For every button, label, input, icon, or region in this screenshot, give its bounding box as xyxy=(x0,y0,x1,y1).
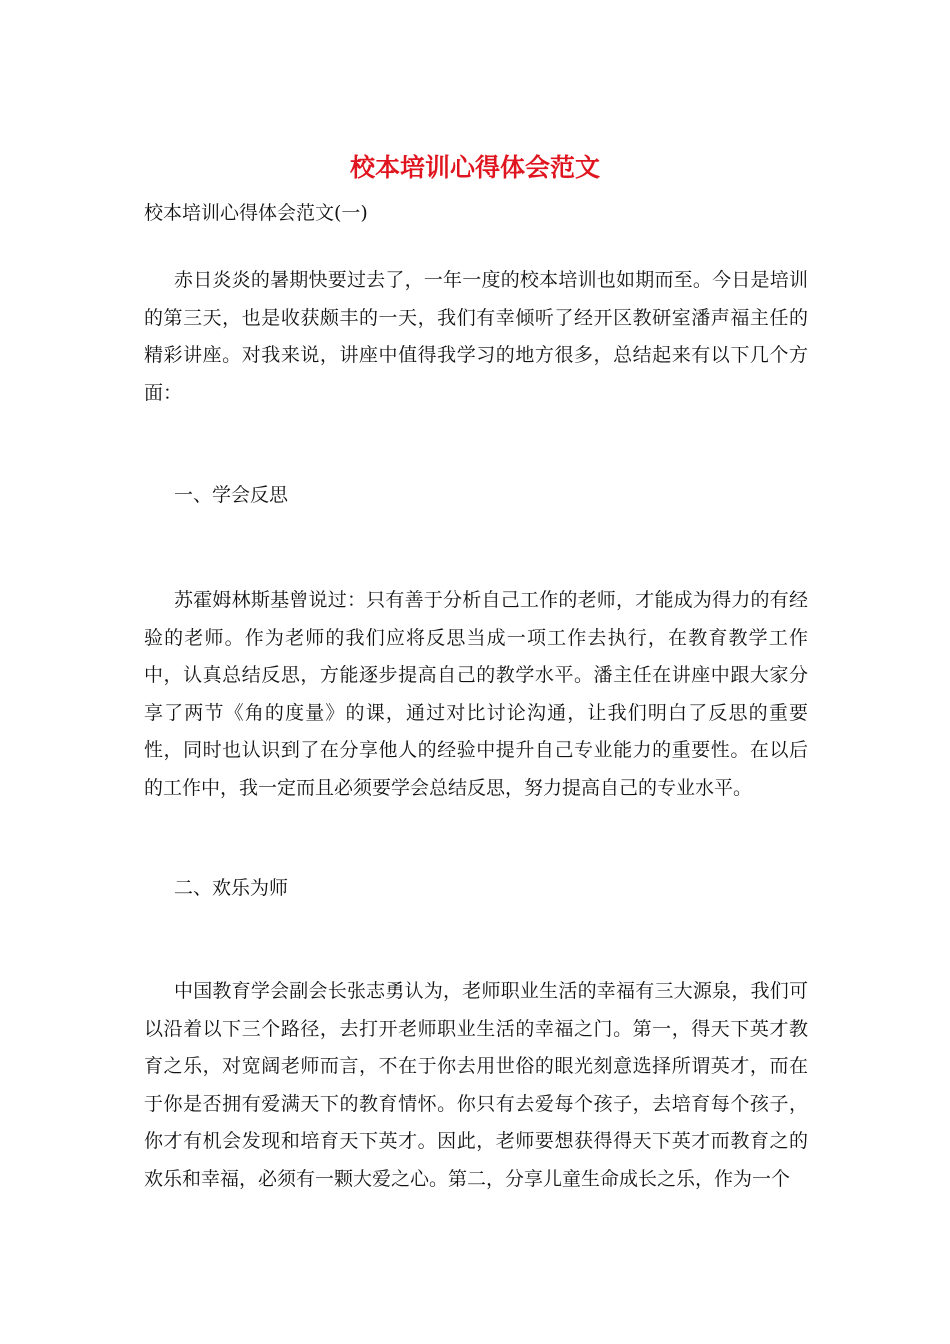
paragraph-intro: 赤日炎炎的暑期快要过去了，一年一度的校本培训也如期而至。今日是培训的第三天，也是收获颇丰的一天，我们有幸倾听了经开区教研室潘声福主任的精彩讲座。对我来说，讲座中值得我学习的地方很多，总结起来有以下几个方面： xyxy=(144,269,808,404)
document-title: 校本培训心得体会范文 xyxy=(349,153,600,182)
paragraph-reflection: 苏霍姆林斯基曾说过：只有善于分析自己工作的老师，才能成为得力的有经验的老师。作为老师的我们应将反思当成一项工作去执行，在教育教学工作中，认真总结反思，方能逐步提高自己的教学水平。潘主任在讲座中跟大家分享了两节《角的度量》的课，通过对比讨论沟通，让我们明白了反思的重要性，同时也认识到了在分享他人的经验中提升自己专业能力的重要性。在以后的工作中，我一定而且必须要学会总结反思，努力提高自己的专业水平。 xyxy=(144,589,808,799)
section-heading-reflection: 一、学会反思 xyxy=(174,484,289,506)
section-heading-joy: 二、欢乐为师 xyxy=(174,877,289,899)
paragraph-joy: 中国教育学会副会长张志勇认为，老师职业生活的幸福有三大源泉，我们可以沿着以下三个路径，去打开老师职业生活的幸福之门。第一，得天下英才教育之乐，对宽阔老师而言，不在于你去用世俗的眼光刻意选择所谓英才，而在于你是否拥有爱满天下的教育情怀。你只有去爱每个孩子，去培育每个孩子，你才有机会发现和培育天下英才。因此，老师要想获得得天下英才而教育之的欢乐和幸福，必须有一颗大爱之心。第二，分享儿童生命成长之乐，作为一个 xyxy=(144,980,808,1190)
document-subtitle: 校本培训心得体会范文(一) xyxy=(144,202,368,224)
